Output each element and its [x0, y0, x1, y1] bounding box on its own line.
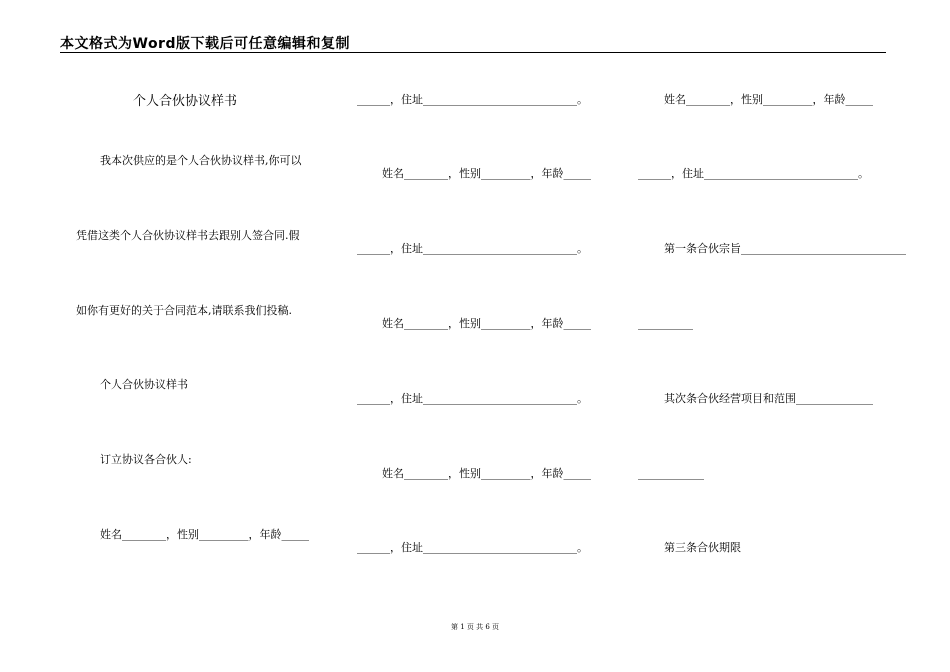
- partner-info-line: 姓名________，性别_________，年龄_____: [382, 467, 591, 480]
- address-line: ______，住址____________________________。: [357, 242, 588, 255]
- address-line: ______，住址____________________________。: [357, 93, 588, 106]
- agreement-heading: 个人合伙协议样书: [100, 378, 188, 391]
- address-line: ______，住址____________________________。: [357, 541, 588, 554]
- partners-intro: 订立协议各合伙人:: [100, 453, 192, 466]
- page-number: 第 1 页 共 6 页: [450, 623, 500, 631]
- address-line: ______，住址____________________________。: [638, 167, 869, 180]
- article-2-scope: 其次条合伙经营项目和范围______________: [664, 392, 873, 405]
- partner-info-line: 姓名________，性别_________，年龄_____: [382, 167, 591, 180]
- article-1-purpose: 第一条合伙宗旨______________________________: [664, 242, 906, 255]
- column-1: [60, 0, 330, 672]
- article-1-blank: __________: [638, 317, 693, 330]
- partner-info-line: 姓名________，性别_________，年龄_____: [100, 528, 309, 541]
- intro-paragraph-line-3: 如你有更好的关于合同范本,请联系我们投稿.: [76, 304, 292, 317]
- partner-info-line: 姓名________，性别_________，年龄_____: [382, 317, 591, 330]
- document-banner: 本文格式为Word版下载后可任意编辑和复制: [60, 36, 350, 52]
- document-title: 个人合伙协议样书: [133, 94, 238, 109]
- column-2: [355, 0, 605, 672]
- intro-paragraph-line-1: 我本次供应的是个人合伙协议样书,你可以: [100, 154, 302, 167]
- partner-info-line: 姓名________，性别_________，年龄_____: [664, 93, 873, 106]
- article-3-term: 第三条合伙期限: [664, 541, 741, 554]
- address-line: ______，住址____________________________。: [357, 392, 588, 405]
- intro-paragraph-line-2: 凭借这类个人合伙协议样书去跟别人签合同.假: [76, 229, 300, 242]
- column-3: [638, 0, 906, 672]
- article-2-blank: ____________: [638, 467, 704, 480]
